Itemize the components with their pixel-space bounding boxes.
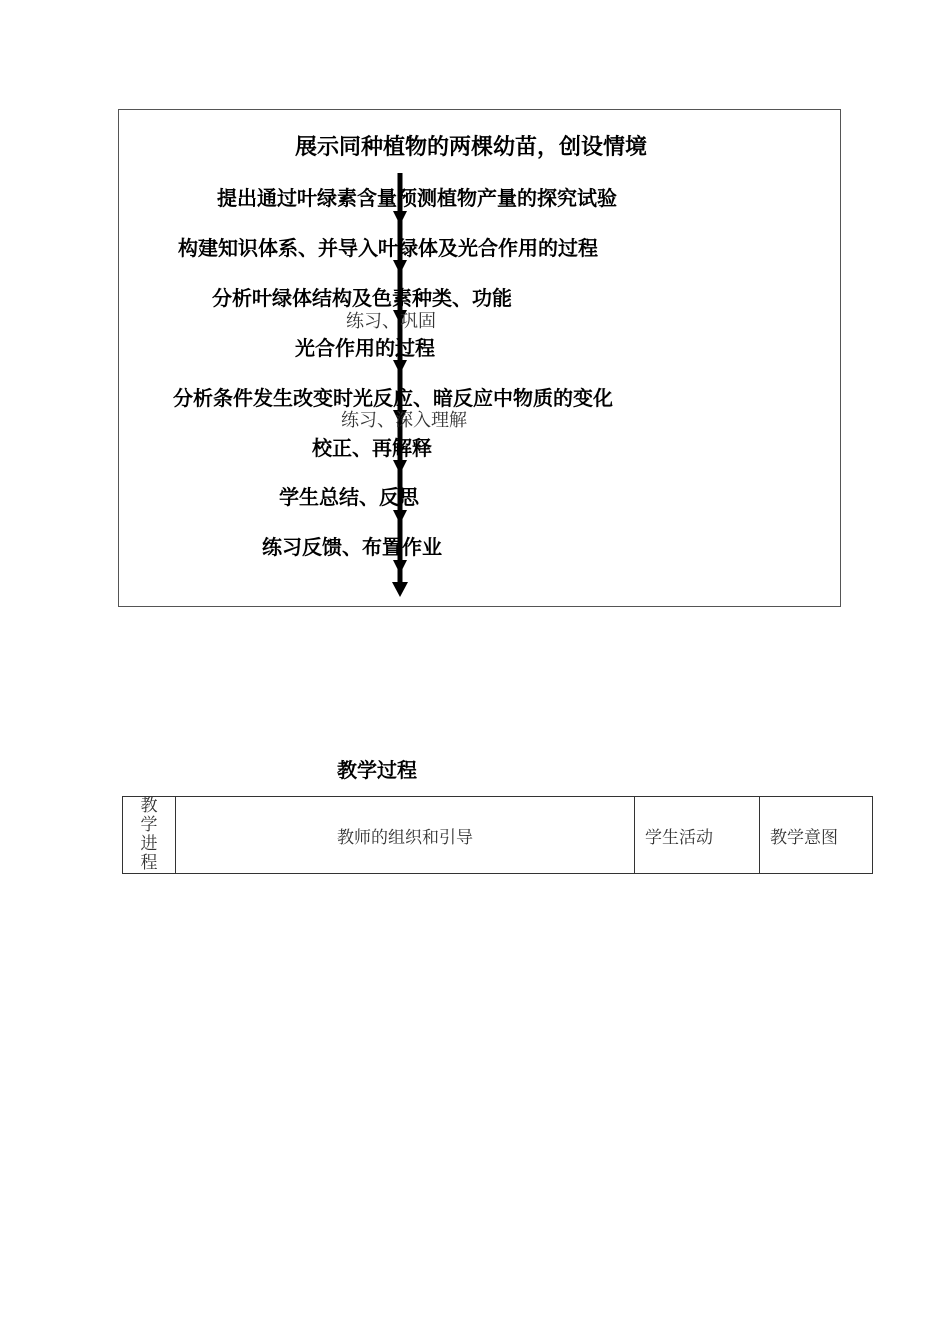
header-stage — [123, 797, 176, 874]
header-intent: 教学意图 — [760, 797, 873, 874]
flow-step-6: 分析条件发生改变时光反应、暗反应中物质的变化 — [173, 386, 613, 410]
flow-step-4: 分析叶绿体结构及色素种类、功能 — [212, 286, 512, 310]
process-table — [122, 796, 873, 874]
arrowhead-7 — [393, 510, 407, 524]
header-teacher: 教师的组织和引导 — [176, 797, 635, 874]
arrowhead-4 — [393, 360, 407, 374]
flow-note-2: 练习、深入理解 — [341, 410, 467, 431]
arrowhead-6 — [393, 460, 407, 474]
arrowhead-2 — [393, 260, 407, 274]
flow-step-8: 学生总结、反思 — [279, 485, 419, 509]
flow-step-1: 展示同种植物的两棵幼苗，创设情境 — [295, 135, 648, 160]
table-header-row — [123, 797, 873, 874]
arrowhead-final — [392, 582, 408, 597]
flow-step-5: 光合作用的过程 — [295, 336, 435, 360]
arrowhead-8 — [393, 560, 407, 574]
flow-step-3: 构建知识体系、并导入叶绿体及光合作用的过程 — [178, 236, 598, 260]
flow-step-2: 提出通过叶绿素含量预测植物产量的探究试验 — [217, 186, 617, 210]
header-stage-text: 教学进程 — [140, 796, 158, 873]
header-student: 学生活动 — [635, 797, 760, 874]
flow-step-7: 校正、再解释 — [312, 436, 432, 460]
flow-note-1: 练习、巩固 — [346, 311, 436, 332]
flowchart-box — [118, 109, 841, 607]
flow-arrows — [119, 110, 842, 608]
section-title: 教学过程 — [337, 758, 417, 782]
flow-step-9: 练习反馈、布置作业 — [262, 535, 442, 559]
arrowhead-1 — [393, 211, 407, 225]
